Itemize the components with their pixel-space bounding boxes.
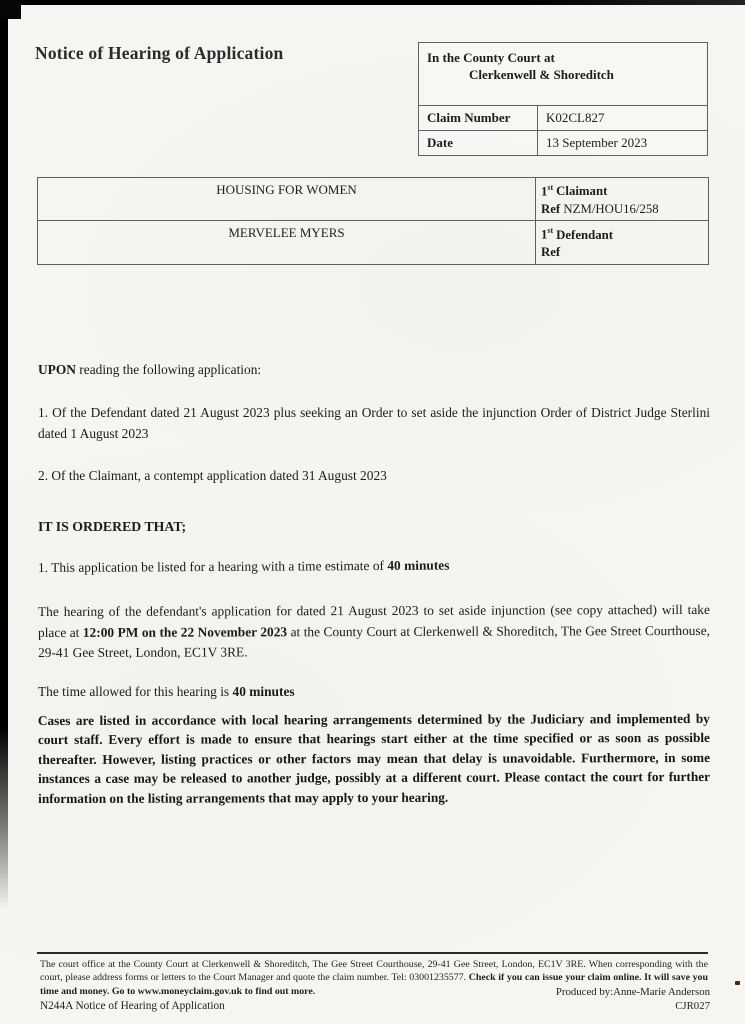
claimant-ref: Ref NZM/HOU16/258 [541, 201, 659, 216]
court-name-cell [419, 43, 707, 106]
claim-number-value: K02CL827 [546, 110, 605, 125]
table-row-claimant [38, 178, 708, 221]
reference-code: CJR027 [675, 999, 710, 1012]
ordered-heading: IT IS ORDERED THAT; [38, 519, 187, 534]
footer-divider [37, 952, 708, 954]
listing-notice-paragraph: Cases are listed in accordance with local hearing arrangements determined by the Judiciary and implemented by court staff. Every effort is made to ensure that hearings start either at the time specified or as soon as possible thereafter. However, listing practices or other factors may mean that delay is unavoidable. Furthermore, in some instances a case may be released to another judge, possibly at a different court. Please contact the court for further information on the listing arrangements that may apply to your hearing. [37, 710, 711, 806]
court-name-line1: In the County Court at [427, 50, 555, 65]
hearing-details-paragraph: The hearing of the defendant's application for dated 21 August 2023 to set aside injunction (see copy attached) will take place at 12:00 PM on the 22 November 2023 at the County Court at Clerkenwell & Shoreditch, The Gee Street Courthouse, 29-41 Gee Street, London, EC1V 3RE. [37, 601, 711, 661]
court-details-box [418, 42, 708, 156]
page-title: Notice of Hearing of Application [35, 43, 284, 63]
time-allowed-paragraph: The time allowed for this hearing is 40 minutes [38, 684, 295, 699]
application-item-2: 2. Of the Claimant, a contempt application dated 31 August 2023 [38, 468, 387, 483]
form-number: N244A Notice of Hearing of Application [40, 1000, 225, 1012]
produced-by: Produced by:Anne-Marie Anderson [555, 986, 710, 998]
court-name-line2: Clerkenwell & Shoreditch [469, 67, 614, 82]
produced-by-block [556, 986, 710, 1013]
date-label: Date [419, 131, 538, 155]
court-office-note: The court office at the County Court at Clerkenwell & Shoreditch, The Gee Street Courthouse, 29-41 Gee Street, London, EC1V 3RE. When corresponding with the court, please address forms or letters to the Court Manager and quote the claim number. Tel: 03001235577. Check if you can issue your claim online. It will save you time and money. Go to www.moneyclaim.gov.uk to find out more. [40, 959, 708, 997]
scan-artifact-corner [0, 0, 21, 19]
date-value: 13 September 2023 [546, 135, 648, 150]
scan-artifact-dot [735, 981, 740, 985]
parties-table [37, 177, 709, 265]
defendant-name: MERVELEE MYERS [38, 221, 536, 263]
claimant-name: HOUSING FOR WOMEN [38, 178, 536, 220]
application-item-1: 1. Of the Defendant dated 21 August 2023 plus seeking an Order to set aside the injunction Order of District Judge Sterlini dated 1 August 2023 [38, 405, 710, 441]
defendant-role-cell [536, 221, 708, 263]
upon-paragraph: UPON reading the following application: [38, 362, 262, 377]
claimant-role: 1st Claimant [541, 183, 608, 199]
defendant-role: 1st Defendant [541, 226, 614, 242]
claim-number-row [419, 106, 707, 131]
order-item-1: 1. This application be listed for a hearing with a time estimate of 40 minutes [37, 557, 450, 576]
claimant-role-cell [536, 178, 708, 220]
table-row-defendant [38, 221, 708, 263]
claim-number-label: Claim Number [419, 106, 538, 130]
defendant-ref: Ref [541, 245, 561, 260]
date-row [419, 131, 707, 155]
scan-artifact-left-edge [0, 0, 8, 910]
scan-artifact-top-edge [0, 0, 745, 5]
